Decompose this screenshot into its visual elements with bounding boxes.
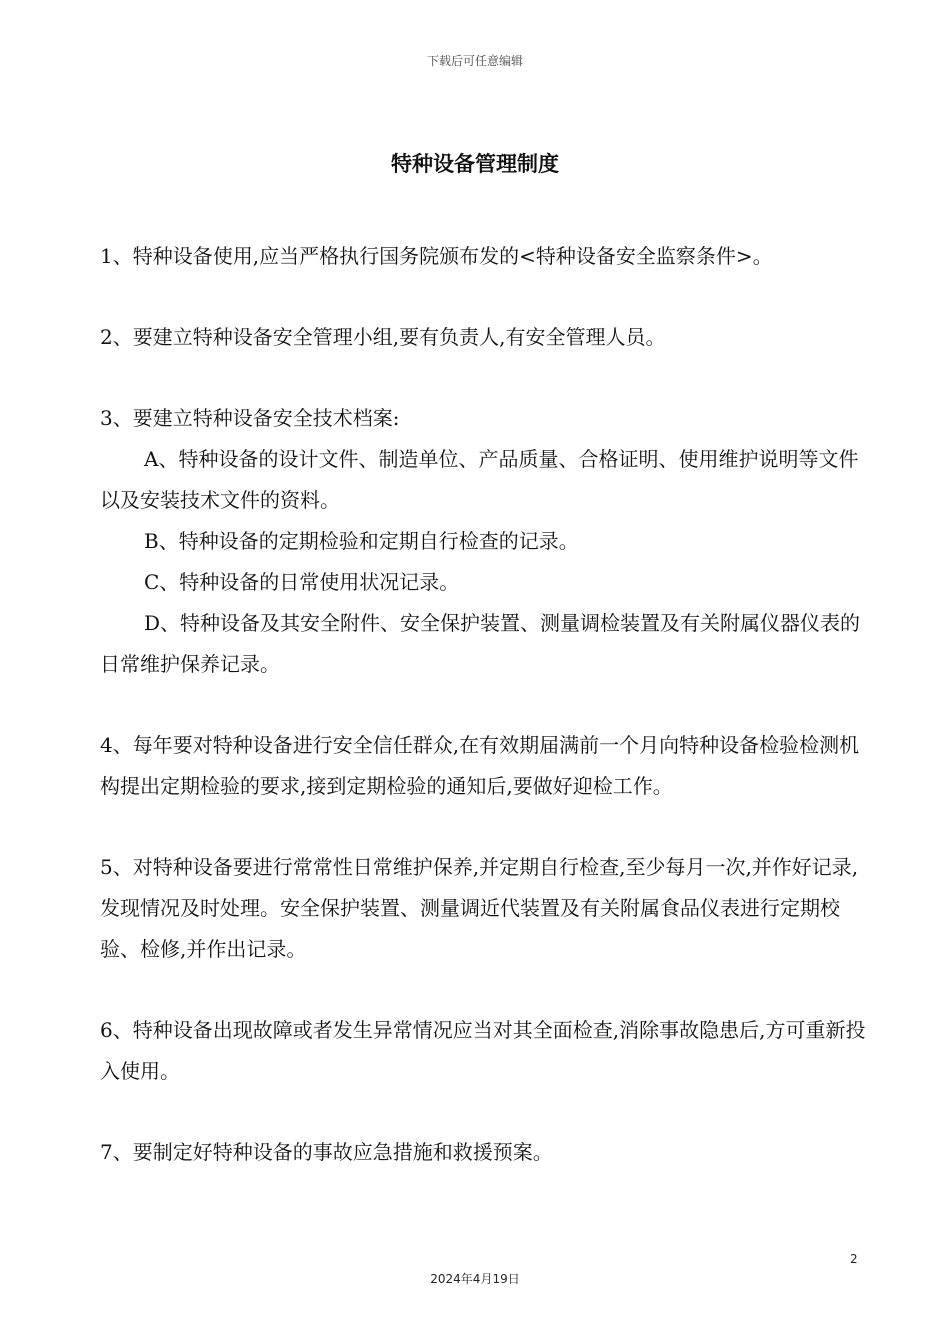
sub-item-c: C、特种设备的日常使用状况记录。 [144, 570, 460, 594]
header-note: 下载后可任意编辑 [426, 54, 523, 68]
item-1: 1、特种设备使用,应当严格执行国务院颁布发的<特种设备安全监察条件>。 [100, 244, 773, 268]
sub-item-a: A、特种设备的设计文件、制造单位、产品质量、合格证明、使用维护说明等文件以及安装技术文件的资料。 [100, 447, 859, 512]
paragraph-gap [100, 807, 870, 847]
paragraph-gap [100, 277, 870, 317]
paragraph-gap [100, 358, 870, 398]
item-3: 3、要建立特种设备安全技术档案: [100, 406, 400, 430]
paragraph-gap [100, 1092, 870, 1132]
sub-item-d: D、特种设备及其安全附件、安全保护装置、测量调检装置及有关附属仪器仪表的日常维护保养记录。 [100, 611, 861, 676]
item-2: 2、要建立特种设备安全管理小组,要有负责人,有安全管理人员。 [100, 325, 666, 349]
item-7: 7、要制定好特种设备的事故应急措施和救援预案。 [100, 1140, 553, 1164]
page-number: 2 [850, 1252, 858, 1266]
item-4: 4、每年要对特种设备进行安全信任群众,在有效期届满前一个月向特种设备检验检测机构提出定期检验的要求,接到定期检验的通知后,要做好迎检工作。 [100, 733, 860, 798]
document-title: 特种设备管理制度 [391, 152, 559, 176]
item-5: 5、对特种设备要进行常常性日常维护保养,并定期自行检查,至少每月一次,并作好记录,发现情况及时处理。安全保护装置、测量调近代装置及有关附属食品仪表进行定期校验、检修,并作出记录。 [100, 855, 859, 961]
sub-item-b: B、特种设备的定期检验和定期自行检查的记录。 [144, 529, 579, 553]
paragraph-gap [100, 685, 870, 725]
paragraph-gap [100, 970, 870, 1010]
footer-date: 2024年4月19日 [430, 1272, 520, 1286]
document-body [100, 236, 870, 1173]
item-6: 6、特种设备出现故障或者发生异常情况应当对其全面检查,消除事故隐患后,方可重新投入使用。 [100, 1018, 866, 1083]
